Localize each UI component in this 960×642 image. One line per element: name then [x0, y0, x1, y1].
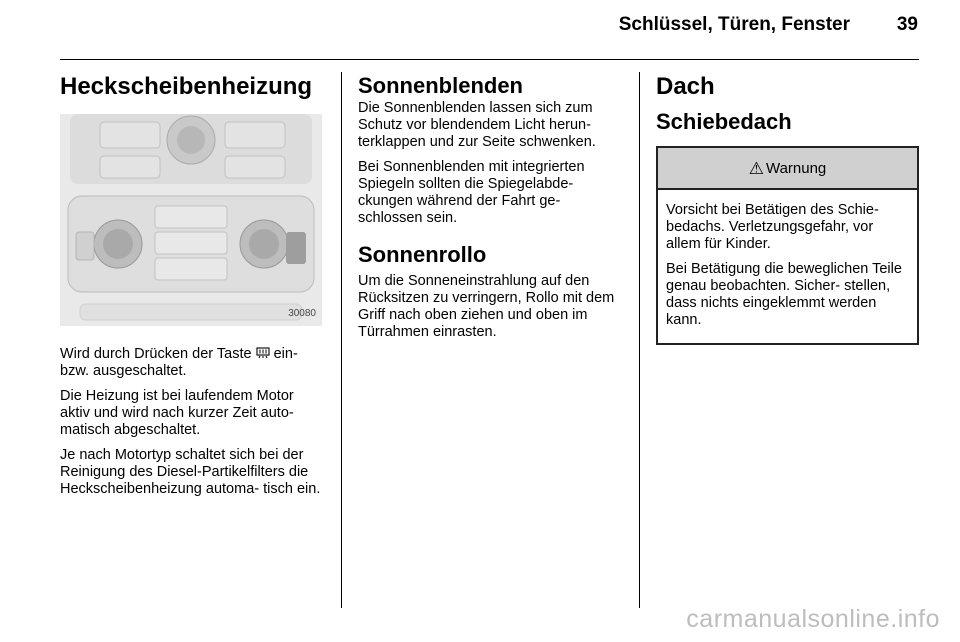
column-dach — [656, 72, 919, 345]
warning-paragraph-1: Vorsicht bei Betätigen des Schie- bedachs. Verletzungsgefahr, vor allem für Kinder. — [666, 202, 879, 252]
column-heckscheibenheizung — [60, 72, 326, 506]
warning-triangle-icon: ⚠ — [748, 158, 764, 178]
warning-paragraph-2: Bei Betätigung die beweglichen Teile genau beobachten. Sicher- stellen, dass nichts eingeklemmt werden kann. — [666, 261, 902, 328]
column-divider-1 — [341, 72, 342, 608]
warning-title: Warnung — [765, 159, 827, 177]
paragraph-taste-part2: ein- bzw. ausgeschaltet. — [60, 346, 298, 379]
section-heading-heckscheibenheizung: Heckscheibenheizung — [60, 73, 313, 100]
page-number: 39 — [896, 14, 918, 35]
rear-window-heating-icon — [256, 347, 270, 359]
watermark: carmanualsonline.info — [686, 605, 940, 633]
column-divider-2 — [639, 72, 640, 608]
warning-box — [656, 146, 919, 345]
paragraph-sonnenblenden: Die Sonnenblenden lassen sich zum Schutz vor blendendem Licht herun- terklappen und zur Seite schwenken. — [358, 100, 596, 150]
running-header-title: Schlüssel, Türen, Fenster — [618, 14, 850, 35]
warning-header — [658, 148, 917, 190]
header-rule — [60, 59, 919, 60]
paragraph-taste — [60, 346, 326, 380]
paragraph-motortyp: Je nach Motortyp schaltet sich bei der Reinigung des Diesel-Partikelfilters die Heckscheibenheizung automa- tisch ein. — [60, 447, 321, 497]
subheading-schiebedach: Schiebedach — [656, 109, 792, 134]
section-heading-sonnenrollo: Sonnenrollo — [358, 242, 487, 267]
paragraph-spiegel: Bei Sonnenblenden mit integrierten Spiegeln sollten die Spiegelabde- ckungen während der Fahrt ge- schlossen sein. — [358, 159, 585, 226]
paragraph-sonnenrollo: Um die Sonneneinstrahlung auf den Rücksitzen zu verringern, Rollo mit dem Griff nach oben ziehen und oben im Türrahmen einrasten. — [358, 273, 615, 340]
paragraph-heizung: Die Heizung ist bei laufendem Motor aktiv und wird nach kurzer Zeit auto- matisch abgeschaltet. — [60, 388, 294, 438]
paragraph-taste-part1: Wird durch Drücken der Taste — [60, 346, 256, 362]
column-sonnenblenden — [358, 72, 626, 349]
warning-body — [658, 190, 917, 343]
section-heading-sonnenblenden: Sonnenblenden — [358, 73, 523, 98]
figure-number: 30080 — [288, 308, 316, 319]
section-heading-dach: Dach — [656, 73, 715, 100]
climate-control-panel-figure — [60, 114, 322, 326]
climate-panel-illustration — [60, 114, 322, 326]
